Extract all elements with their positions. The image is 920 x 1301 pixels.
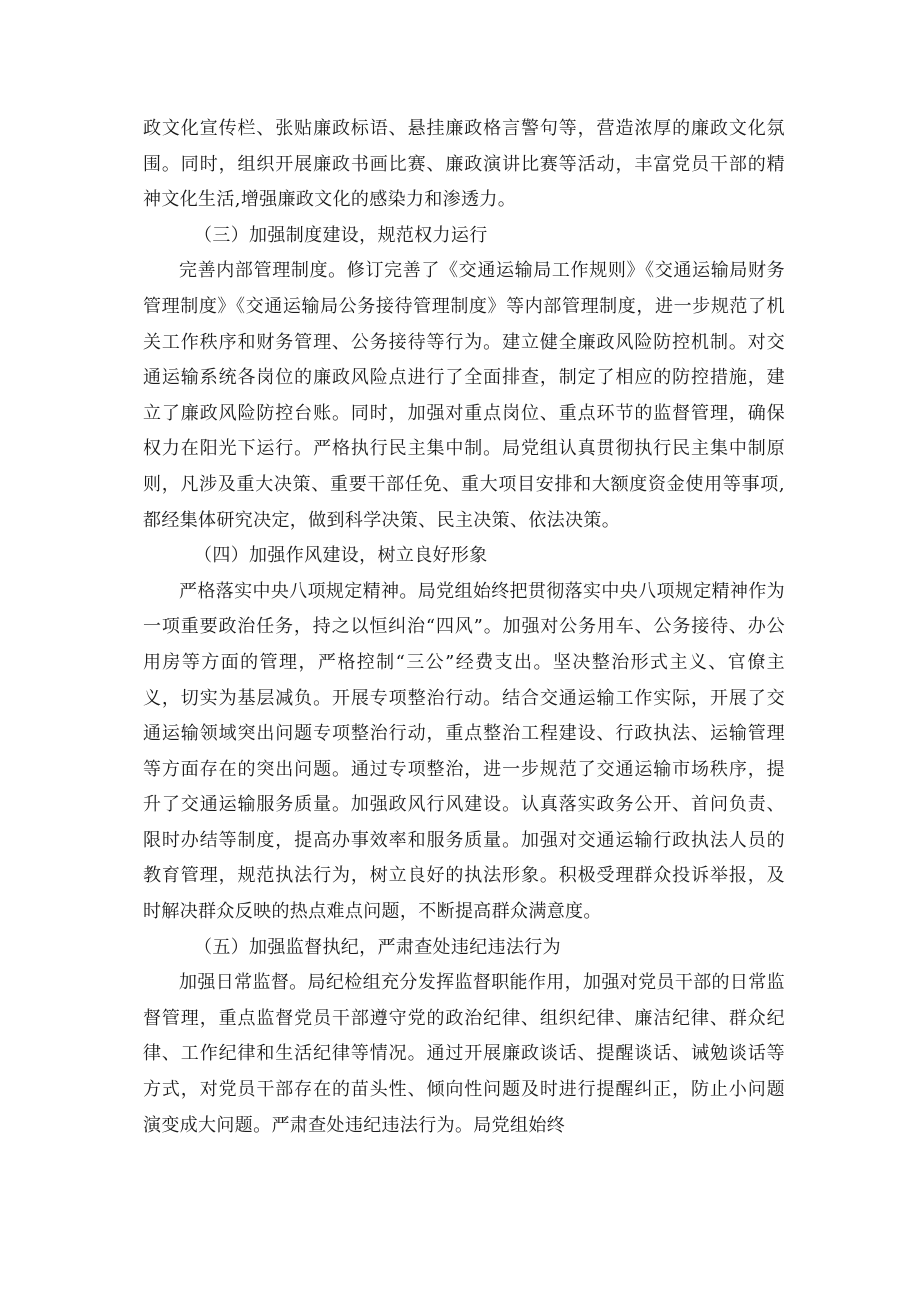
paragraph-section-3: 完善内部管理制度。修订完善了《交通运输局工作规则》《交通运输局财务管理制度》《交通运输局公务接待管理制度》等内部管理制度，进一步规范了机关工作秩序和财务管理、公务接待等行为。建立健全廉政风险防控机制。对交通运输系统各岗位的廉政风险点进行了全面排查，制定了相应的防控措施，建立了廉政风险防控台账。同时，加强对重点岗位、重点环节的监督管理，确保权力在阳光下运行。严格执行民主集中制。局党组认真贯彻执行民主集中制原则，凡涉及重大决策、重要干部任免、重大项目安排和大额度资金使用等事项,都经集体研究决定，做到科学决策、民主决策、依法决策。 bbox=[143, 260, 785, 531]
paragraph-section-4: 严格落实中央八项规定精神。局党组始终把贯彻落实中央八项规定精神作为一项重要政治任务，持之以恒纠治“四风”。加强对公务用车、公务接待、办公用房等方面的管理，严格控制“三公”经费支出。坚决整治形式主义、官僚主义，切实为基层减负。开展专项整治行动。结合交通运输工作实际，开展了交通运输领域突出问题专项整治行动，重点整治工程建设、行政执法、运输管理等方面存在的突出问题。通过专项整治，进一步规范了交通运输市场秩序，提升了交通运输服务质量。加强政风行风建设。认真落实政务公开、首问负责、限时办结等制度，提高办事效率和服务质量。加强对交通运输行政执法人员的教育管理，规范执法行为，树立良好的执法形象。积极受理群众投诉举报，及时解决群众反映的热点难点问题，不断提高群众满意度。 bbox=[143, 580, 785, 923]
section-heading-5: （五）加强监督执纪，严肃查处违纪违法行为 bbox=[194, 936, 561, 958]
paragraph-intro-continued: 政文化宣传栏、张贴廉政标语、悬挂廉政格言警句等，营造浓厚的廉政文化氛围。同时，组织开展廉政书画比赛、廉政演讲比赛等活动，丰富党员干部的精神文化生活,增强廉政文化的感染力和渗透力。 bbox=[143, 118, 785, 211]
section-heading-4: （四）加强作风建设，树立良好形象 bbox=[194, 545, 488, 567]
paragraph-section-5: 加强日常监督。局纪检组充分发挥监督职能作用，加强对党员干部的日常监督管理，重点监督党员干部遵守党的政治纪律、组织纪律、廉洁纪律、群众纪律、工作纪律和生活纪律等情况。通过开展廉政谈话、提醒谈话、诫勉谈话等方式，对党员干部存在的苗头性、倾向性问题及时进行提醒纠正，防止小问题演变成大问题。严肃查处违纪违法行为。局党组始终 bbox=[143, 972, 785, 1136]
document-body bbox=[143, 111, 785, 1143]
section-heading-3: （三）加强制度建设，规范权力运行 bbox=[194, 224, 488, 246]
